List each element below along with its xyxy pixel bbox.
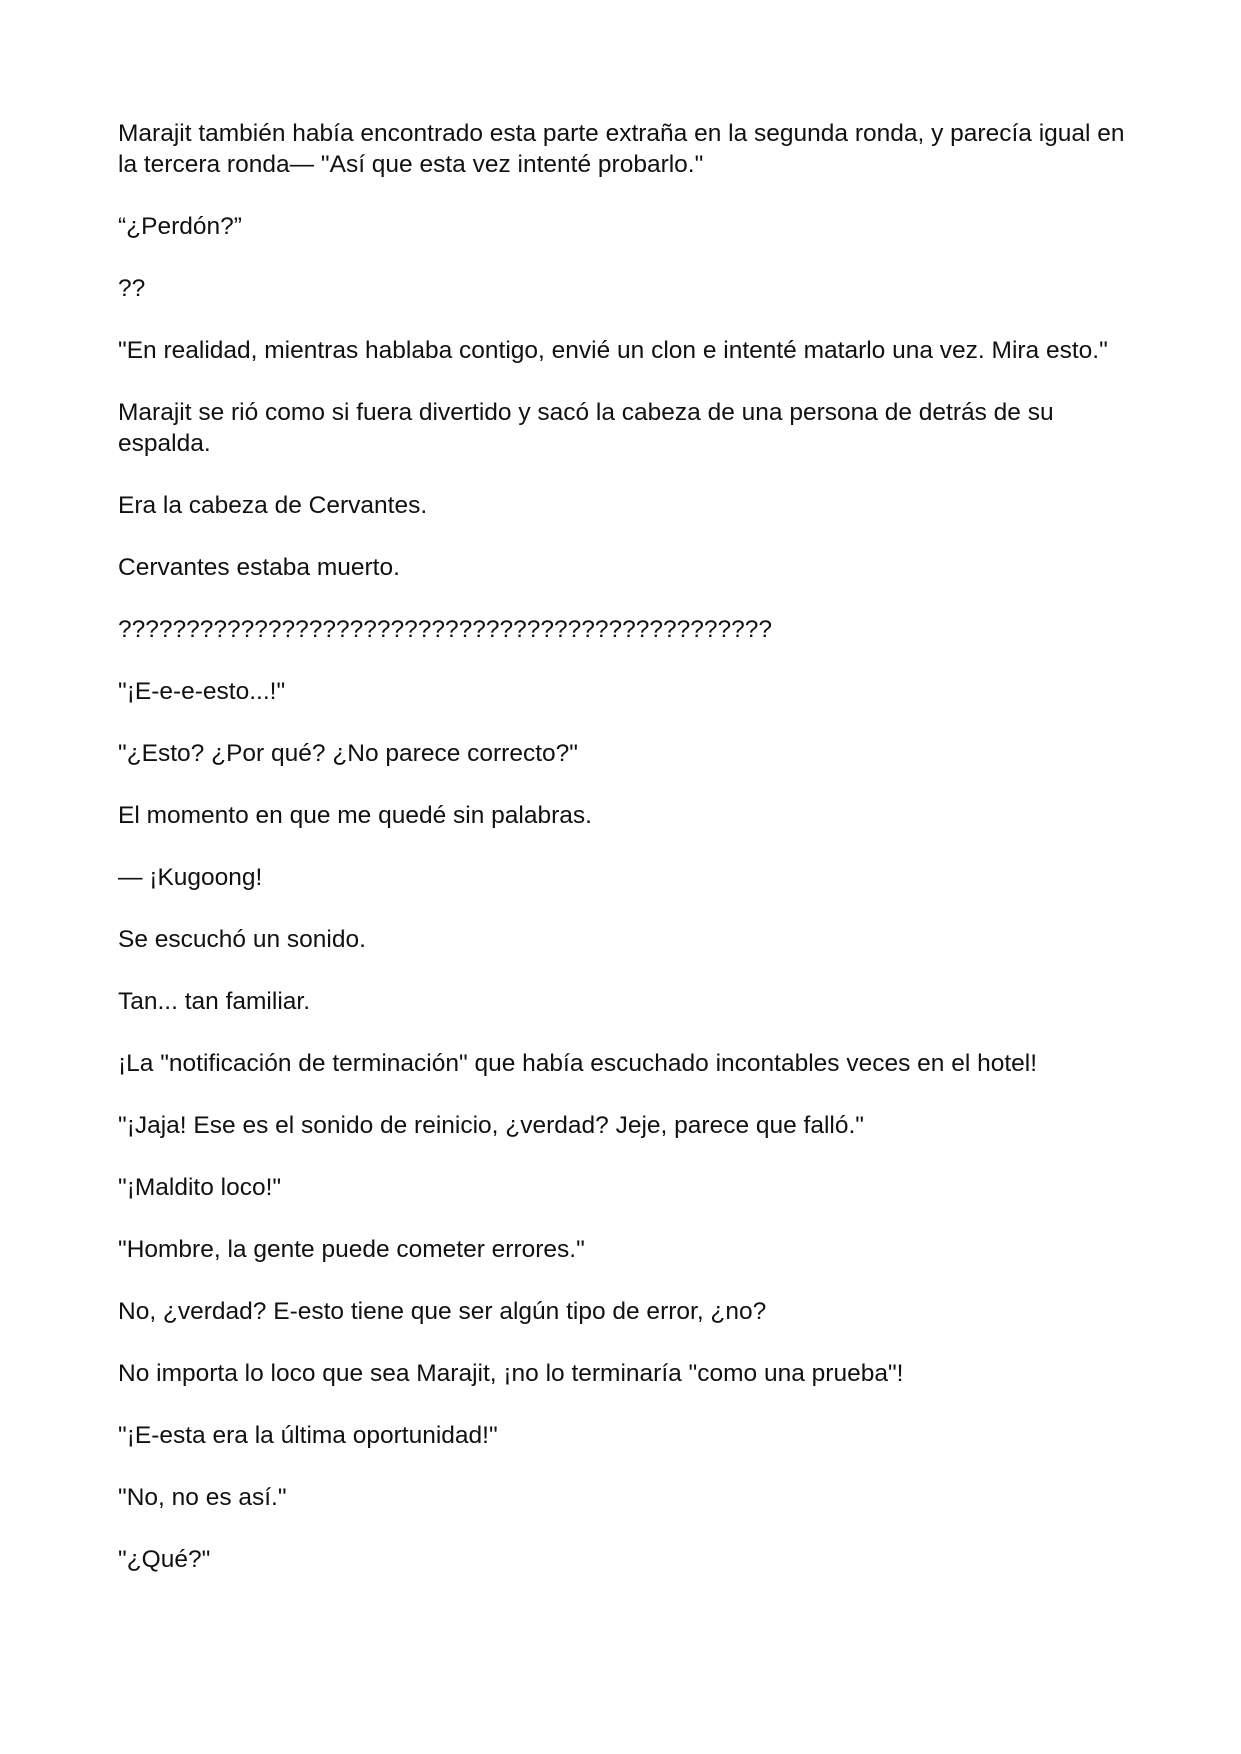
paragraph: ¡La "notificación de terminación" que había escuchado incontables veces en el hotel! [118, 1050, 1038, 1077]
paragraph: "Hombre, la gente puede cometer errores." [118, 1236, 585, 1263]
paragraph: "No, no es así." [118, 1484, 287, 1511]
paragraph: Se escuchó un sonido. [118, 926, 366, 953]
paragraph: "¡E-e-e-esto...!" [118, 678, 286, 705]
paragraph: Marajit se rió como si fuera divertido y sacó la cabeza de una persona de detrás de su espalda. [118, 399, 1054, 457]
paragraph: ?? [118, 275, 146, 302]
paragraph: “¿Perdón?” [118, 213, 242, 240]
paragraph: "¡Jaja! Ese es el sonido de reinicio, ¿verdad? Jeje, parece que falló." [118, 1112, 865, 1139]
paragraph: "¿Qué?" [118, 1546, 211, 1573]
paragraph: El momento en que me quedé sin palabras. [118, 802, 592, 829]
paragraph: "¡Maldito loco!" [118, 1174, 282, 1201]
paragraph: "¿Esto? ¿Por qué? ¿No parece correcto?" [118, 740, 578, 767]
paragraph: "En realidad, mientras hablaba contigo, envié un clon e intenté matarlo una vez. Mira esto." [118, 337, 1108, 364]
paragraph: Marajit también había encontrado esta parte extraña en la segunda ronda, y parecía igual en la tercera ronda— "Así que esta vez intenté probarlo." [118, 120, 1125, 178]
paragraph: No importa lo loco que sea Marajit, ¡no lo terminaría "como una prueba"! [118, 1360, 904, 1387]
paragraph: — ¡Kugoong! [118, 864, 263, 891]
paragraph: "¡E-esta era la última oportunidad!" [118, 1422, 498, 1449]
paragraph: No, ¿verdad? E-esto tiene que ser algún tipo de error, ¿no? [118, 1298, 767, 1325]
document-body [118, 118, 1128, 1606]
paragraph: Era la cabeza de Cervantes. [118, 492, 428, 519]
paragraph: ???????????????????????????????????????????????? [118, 616, 773, 643]
paragraph: Cervantes estaba muerto. [118, 554, 400, 581]
paragraph: Tan... tan familiar. [118, 988, 311, 1015]
